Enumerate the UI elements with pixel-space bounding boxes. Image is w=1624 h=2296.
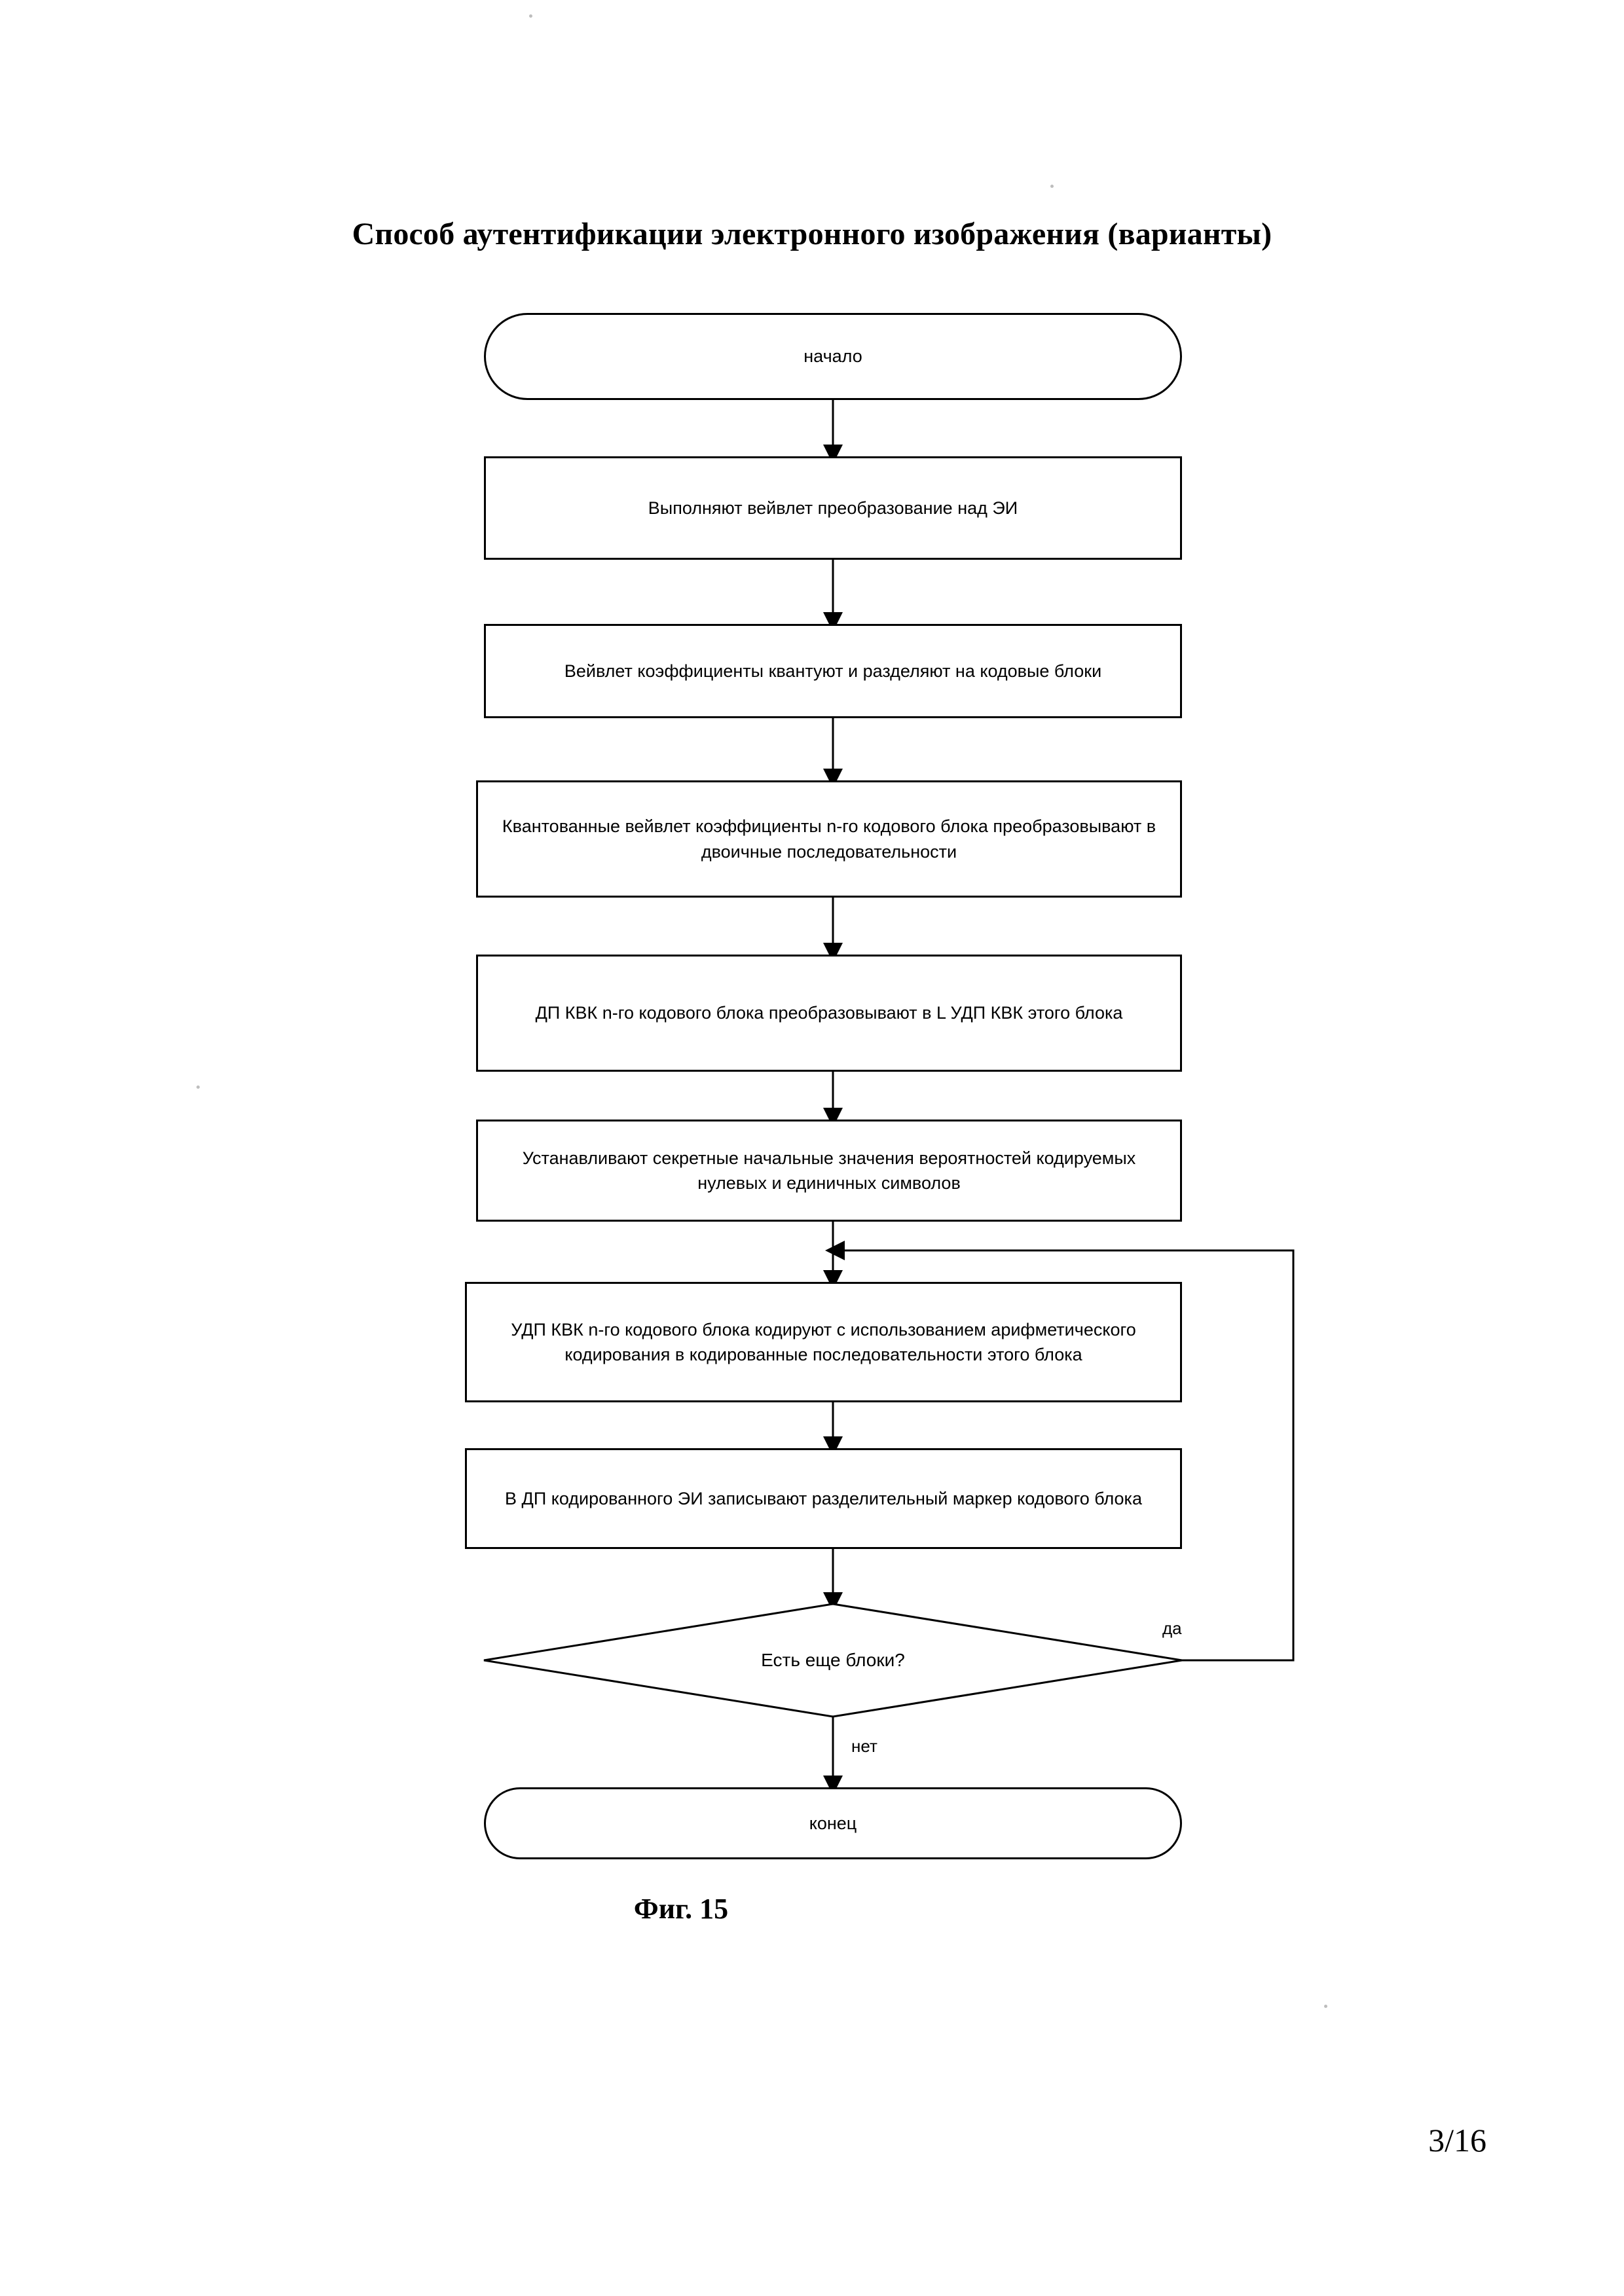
flow-node-step5 xyxy=(476,1120,1182,1222)
flow-node-step1-label: Выполняют вейвлет преобразование над ЭИ xyxy=(648,498,1018,518)
flow-node-step7 xyxy=(465,1448,1182,1549)
flow-node-step5-label: Устанавливают секретные начальные значения вероятностей кодируемых нулевых и единичных символов xyxy=(522,1148,1136,1193)
flow-node-step6 xyxy=(465,1282,1182,1402)
flow-node-step2-label: Вейвлет коэффициенты квантуют и разделяют на кодовые блоки xyxy=(564,661,1102,681)
flow-node-start-label: начало xyxy=(803,346,862,367)
figure-caption: Фиг. 15 xyxy=(633,1893,729,1925)
page-title: Способ аутентификации электронного изображения (варианты) xyxy=(352,217,1272,251)
flow-node-step3 xyxy=(476,780,1182,898)
edge-label-yes: да xyxy=(1162,1618,1182,1638)
flow-node-step2 xyxy=(484,624,1182,718)
edge-label-no: нет xyxy=(851,1736,877,1756)
flow-node-decision xyxy=(629,1637,1037,1684)
flow-node-step3-label: Квантованные вейвлет коэффициенты n-го кодового блока преобразовывают в двоичные последовательности xyxy=(502,816,1156,862)
flow-node-step1 xyxy=(484,456,1182,560)
flow-node-step6-label: УДП КВК n-го кодового блока кодируют с использованием арифметического кодирования в кодированные последовательности этого блока xyxy=(511,1319,1136,1364)
flow-node-start xyxy=(484,313,1182,400)
flow-node-step4 xyxy=(476,955,1182,1072)
flow-node-step7-label: В ДП кодированного ЭИ записывают разделительный маркер кодового блока xyxy=(505,1488,1142,1508)
flow-node-end-label: конец xyxy=(809,1813,857,1833)
flow-node-step4-label: ДП КВК n-го кодового блока преобразовывают в L УДП КВК этого блока xyxy=(535,1003,1123,1023)
flow-node-end xyxy=(484,1787,1182,1859)
flow-node-decision-label: Есть еще блоки? xyxy=(761,1650,905,1670)
page-number: 3/16 xyxy=(1428,2122,1486,2159)
